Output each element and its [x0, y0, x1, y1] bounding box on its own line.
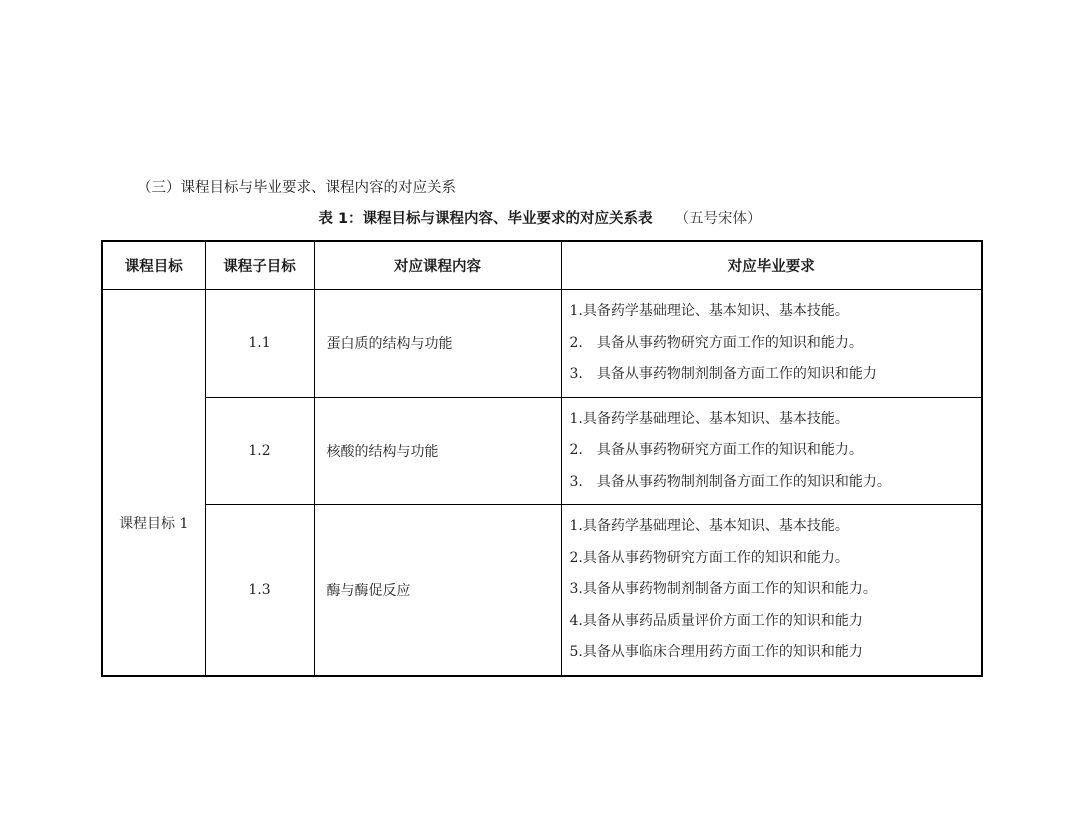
requirements-cell: [561, 397, 982, 505]
requirement-item: 1.具备药学基础理论、基本知识、基本技能。: [569, 303, 849, 319]
table-caption: [0, 207, 1080, 228]
table-caption-title: 表 1：课程目标与课程内容、毕业要求的对应关系表: [318, 211, 653, 227]
table-row: [102, 290, 982, 398]
requirements-cell: [561, 505, 982, 676]
sub-goal-cell: 1.3: [205, 505, 314, 676]
content-cell: 核酸的结构与功能: [314, 397, 561, 505]
requirement-item: 5.具备从事临床合理用药方面工作的知识和能力: [569, 644, 863, 660]
sub-goal-cell: 1.1: [205, 290, 314, 398]
requirement-item: 2. 具备从事药物研究方面工作的知识和能力。: [569, 442, 863, 458]
sub-goal-cell: 1.2: [205, 397, 314, 505]
content-cell: 酶与酶促反应: [314, 505, 561, 676]
mapping-table: [101, 240, 983, 677]
requirement-item: 2.具备从事药物研究方面工作的知识和能力。: [569, 549, 849, 566]
requirement-item: 1.具备药学基础理论、基本知识、基本技能。: [569, 410, 849, 427]
table-header-row: [102, 241, 982, 290]
requirement-item: 3.具备从事药物制剂制备方面工作的知识和能力。: [569, 581, 877, 597]
table-row: [102, 397, 982, 505]
table-row: [102, 505, 982, 676]
requirements-cell: [561, 290, 982, 398]
course-goal-cell: 课程目标 1: [102, 290, 205, 676]
requirement-item: 4.具备从事药品质量评价方面工作的知识和能力: [569, 612, 863, 629]
requirement-item: 2. 具备从事药物研究方面工作的知识和能力。: [569, 334, 863, 351]
requirement-item: 3. 具备从事药物制剂制备方面工作的知识和能力。: [569, 473, 891, 490]
requirement-item: 1.具备药学基础理论、基本知识、基本技能。: [569, 518, 849, 534]
content-cell: 蛋白质的结构与功能: [314, 290, 561, 398]
table-caption-note: （五号宋体）: [674, 211, 762, 227]
header-graduation-requirement: 对应毕业要求: [561, 241, 982, 290]
header-sub-goal: 课程子目标: [205, 241, 314, 290]
header-course-content: 对应课程内容: [314, 241, 561, 290]
requirement-item: 3. 具备从事药物制剂制备方面工作的知识和能力: [569, 366, 877, 382]
section-heading: （三）课程目标与毕业要求、课程内容的对应关系: [137, 180, 456, 196]
header-course-goal: 课程目标: [102, 241, 205, 290]
